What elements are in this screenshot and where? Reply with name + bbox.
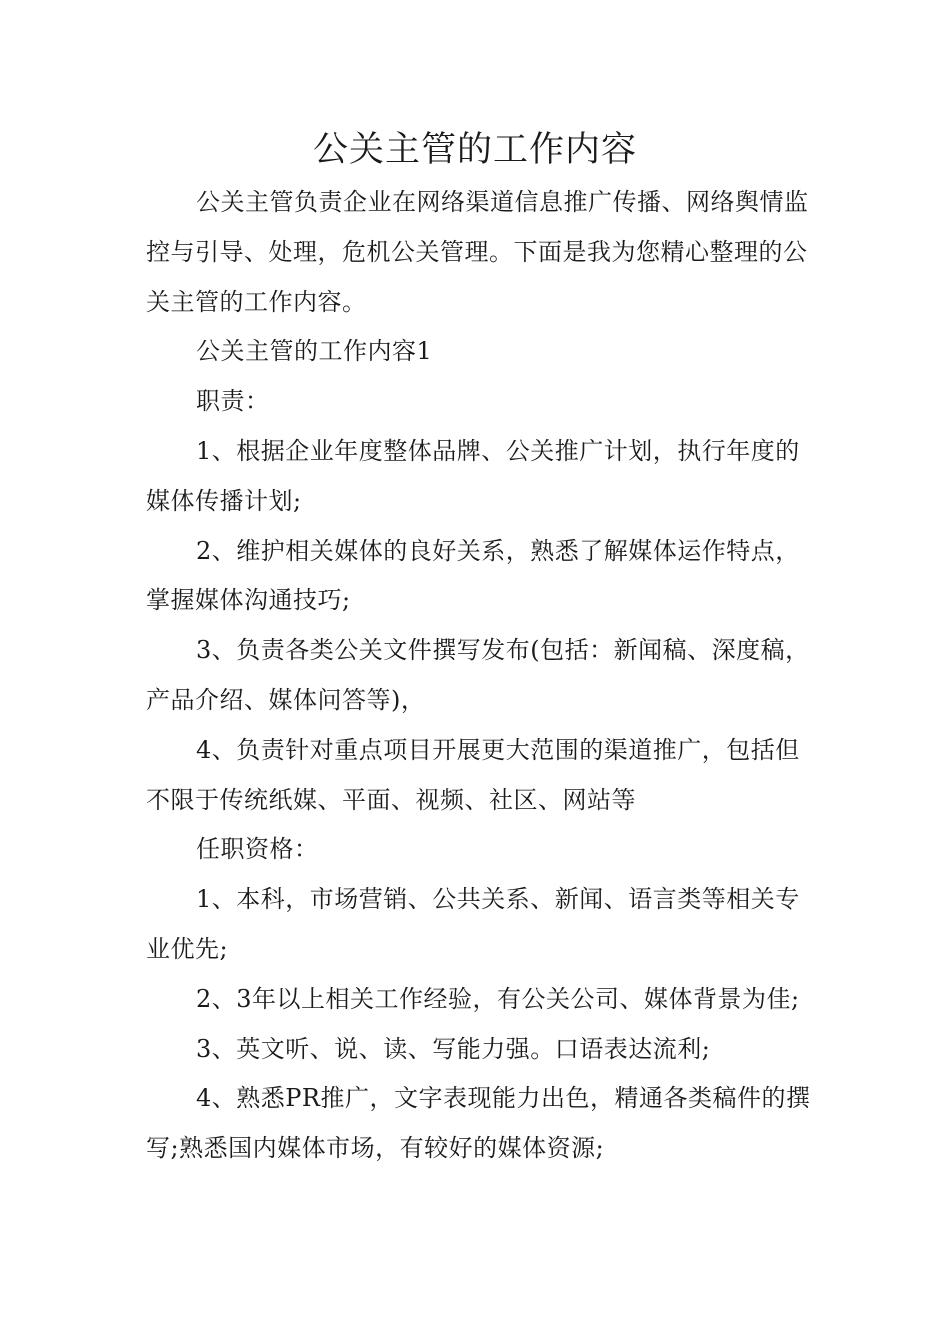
qualifications-heading: 任职资格：: [196, 835, 319, 864]
section-heading: 公关主管的工作内容1: [196, 337, 433, 366]
responsibility-item: 3、负责各类公关文件撰写发布(包括：新闻稿、深度稿，产品介绍、媒体问答等)，: [146, 636, 810, 714]
qualification-item: 3、英文听、说、读、写能力强。口语表达流利;: [196, 1034, 711, 1063]
qualification-item: 1、本科，市场营销、公共关系、新闻、语言类等相关专业优先;: [146, 885, 800, 963]
qualification-item: 2、3年以上相关工作经验，有公关公司、媒体背景为佳;: [196, 984, 800, 1013]
responsibilities-heading: 职责：: [196, 387, 270, 416]
responsibility-item: 4、负责针对重点项目开展更大范围的渠道推广，包括但不限于传统纸媒、平面、视频、社区、网站等: [146, 735, 800, 814]
intro-paragraph: 公关主管负责企业在网络渠道信息推广传播、网络舆情监控与引导、处理，危机公关管理。下面是我为您精心整理的公关主管的工作内容。: [146, 188, 809, 316]
qualification-item: 4、熟悉PR推广，文字表现能力出色，精通各类稿件的撰写;熟悉国内媒体市场，有较好的媒体资源;: [146, 1084, 811, 1163]
document-body: [146, 178, 814, 1174]
responsibility-item: 1、根据企业年度整体品牌、公关推广计划，执行年度的媒体传播计划;: [146, 436, 800, 515]
document-title: 公关主管的工作内容: [312, 130, 637, 170]
responsibility-item: 2、维护相关媒体的良好关系，熟悉了解媒体运作特点，掌握媒体沟通技巧;: [146, 536, 800, 615]
